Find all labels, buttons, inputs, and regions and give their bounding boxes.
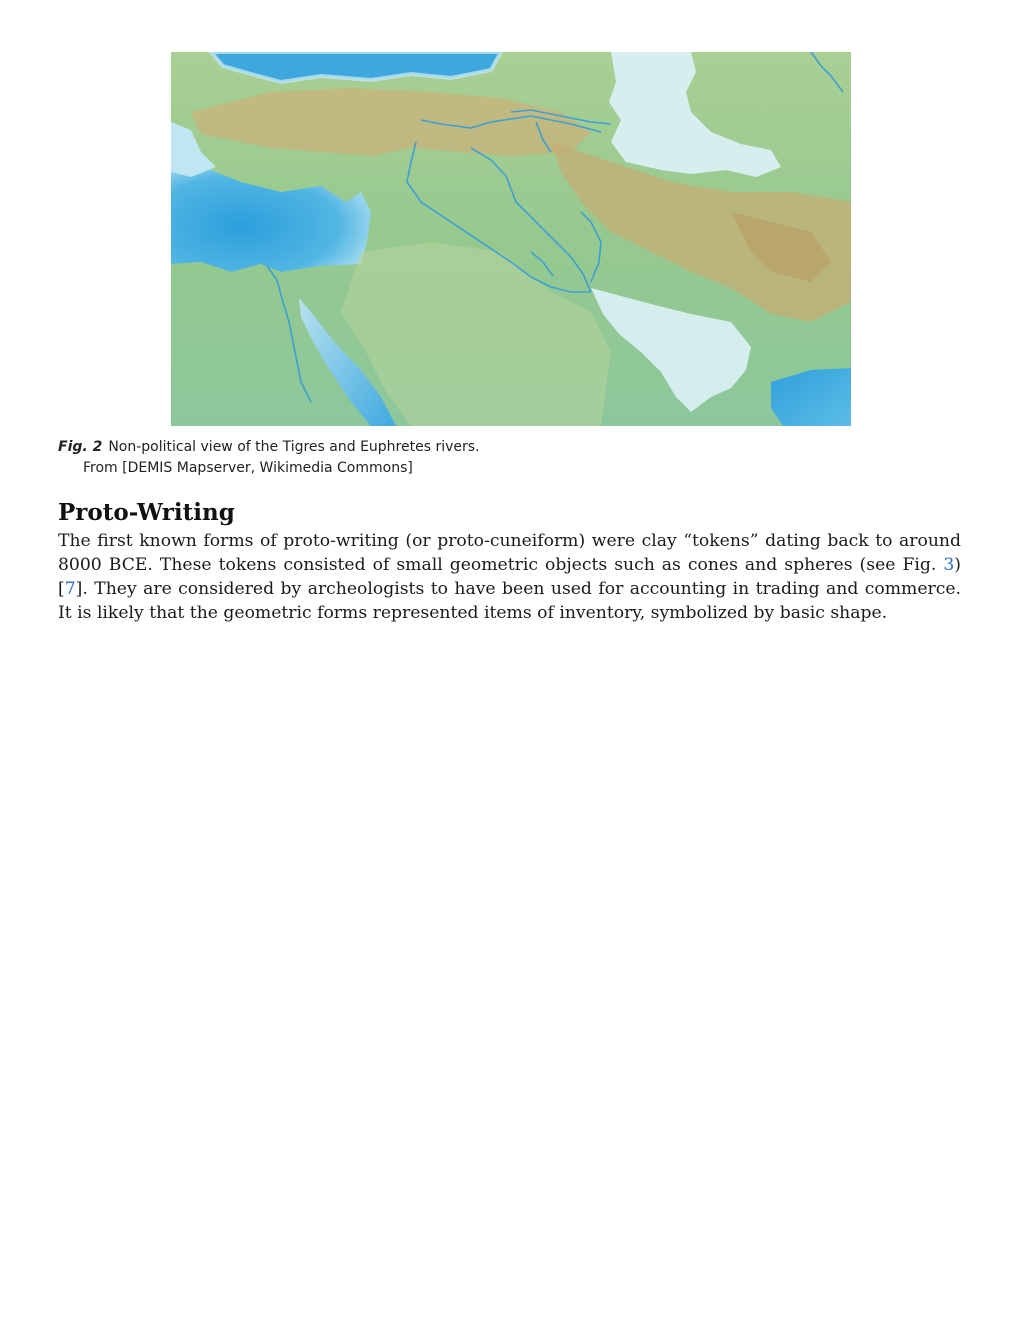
section-heading: Proto-Writing [58, 499, 235, 526]
paragraph-text-part2: ) [ [58, 555, 961, 599]
paragraph-text-part3: ]. They are considered by archeologists to have been used for accounting in trading and commerce. It is likely that the geometric forms represented items of inventory, symbolized by basic shape. [58, 579, 961, 623]
caption-text-line1: Non-political view of the Tigres and Euphretes rivers. [108, 439, 480, 455]
map-figure [171, 52, 851, 426]
tigris-euphrates-map [171, 52, 851, 426]
figure-reference-link[interactable]: 3 [943, 555, 955, 575]
figure-caption [58, 437, 958, 479]
citation-link[interactable]: 7 [64, 579, 76, 599]
body-paragraph [58, 529, 961, 625]
figure-label: Fig. 2 [58, 439, 103, 455]
paragraph-text-part1: The first known forms of proto-writing (or proto-cuneiform) were clay “tokens” dating back to around 8000 BCE. These tokens consisted of small geometric objects such as cones and spheres (see Fig. [58, 531, 961, 575]
caption-text-line2: From [DEMIS Mapserver, Wikimedia Commons] [83, 460, 413, 476]
